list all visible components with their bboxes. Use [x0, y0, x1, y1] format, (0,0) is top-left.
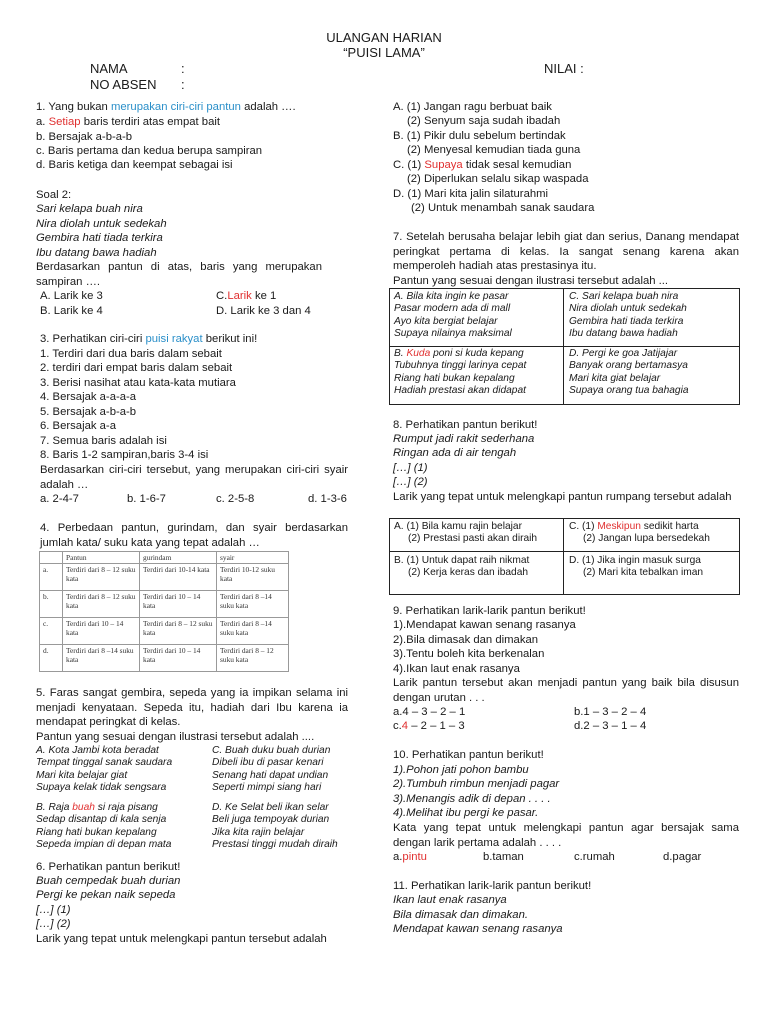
- q6-option-a2: (2) Senyum saja sudah ibadah: [407, 115, 561, 127]
- q4-cell: Terdiri dari 8 –14 suku kata: [63, 645, 140, 672]
- q8-option-d: [565, 554, 707, 581]
- q5-c-line: Seperti mimpi siang hari: [212, 782, 322, 794]
- q7-d-line: Banyak orang bertamasya: [569, 360, 688, 372]
- q2-option-a: A. Larik ke 3: [40, 290, 103, 302]
- q5-option-d: [208, 801, 342, 853]
- q3-item: 4. Bersajak a-a-a-a: [40, 391, 137, 403]
- q2-line: Sari kelapa buah nira: [36, 203, 143, 215]
- q6-option-d2: (2) Untuk menambah sanak saudara: [411, 202, 595, 214]
- q3-question: Berdasarkan ciri-ciri tersebut, yang merupakan ciri-ciri syair adalah …: [40, 464, 348, 491]
- q6-option-b2: (2) Menyesal kemudian tiada guna: [407, 144, 581, 156]
- q4-cell: a.: [40, 564, 63, 591]
- question-7: 7. Setelah berusaha belajar lebih giat dan serius, Danang mendapat peringkat pertama di kelas. Ia sangat senang karena akan memperoleh hadiah atas prestasinya itu.: [393, 231, 739, 273]
- q6-line: […] (2): [36, 918, 71, 930]
- q8-a-line2: (2) Prestasi pasti akan diraih: [408, 533, 538, 545]
- q5-d-line: Beli juga tempoyak durian: [212, 814, 330, 826]
- q6-c1-highlight: Supaya: [424, 159, 463, 171]
- q2-option-d: D. Larik ke 3 dan 4: [216, 305, 311, 317]
- q8-question: Larik yang tepat untuk melengkapi pantun rumpang tersebut adalah: [393, 491, 732, 503]
- q2-option-c: [216, 289, 276, 304]
- q9-c-pre: c.: [393, 720, 402, 732]
- q3-suffix: berikut ini!: [202, 333, 258, 345]
- table-row: [40, 645, 289, 672]
- q10-option-a: [393, 850, 427, 865]
- q7-option-a: [390, 290, 516, 342]
- q7-b-pre: B.: [394, 348, 407, 359]
- q5-c-line: C. Buah duku buah durian: [212, 745, 331, 756]
- q2-question: Berdasarkan pantun di atas, baris yang merupakan sampiran ….: [36, 261, 322, 288]
- q1-a-highlight: Setiap: [48, 116, 81, 128]
- q8-c-pre: C. (1): [569, 521, 598, 532]
- q8-line: […] (2): [393, 476, 428, 488]
- q8-line: […] (1): [393, 462, 428, 474]
- q1-a-rest: baris terdiri atas empat bait: [80, 116, 221, 128]
- page-subtitle: “PUISI LAMA”: [343, 45, 425, 60]
- q7-b-highlight: Kuda: [406, 348, 431, 359]
- q3-item: 6. Bersajak a-a: [40, 420, 116, 432]
- q8-option-c: [565, 520, 714, 547]
- q10-option-d: d.pagar: [663, 851, 702, 863]
- q6-option-d1: D. (1) Mari kita jalin silaturahmi: [393, 188, 549, 200]
- q9-item: 3).Tentu boleh kita berkenalan: [393, 648, 545, 660]
- q9-option-c: [393, 719, 465, 734]
- q4-header-cell: syair: [217, 552, 289, 564]
- q7-b-line: [394, 348, 526, 360]
- q6-c1-pre: C. (1): [393, 159, 425, 171]
- q11-line: Mendapat kawan senang rasanya: [393, 923, 563, 935]
- absen-colon: :: [181, 77, 185, 92]
- q1-highlight: merupakan ciri-ciri pantun: [110, 101, 241, 113]
- q1-option-d: d. Baris ketiga dan keempat sebagai isi: [36, 159, 233, 171]
- question-9: 9. Perhatikan larik-larik pantun berikut!: [393, 605, 586, 617]
- question-4: 4. Perbedaan pantun, gurindam, dan syair berdasarkan jumlah kata/ suku kata yang tepat adalah …: [40, 522, 348, 549]
- q9-option-d: d.2 – 3 – 1 – 4: [574, 720, 647, 732]
- q8-options-grid: [389, 518, 740, 595]
- question-3: [40, 332, 257, 347]
- q5-d-line: D. Ke Selat beli ikan selar: [212, 802, 329, 813]
- q5-d-line: Jika kita rajin belajar: [212, 826, 305, 838]
- q4-cell: b.: [40, 591, 63, 618]
- q7-a-line: Supaya nilainya maksimal: [394, 328, 512, 340]
- q9-question: Larik pantun tersebut akan menjadi pantun yang baik bila disusun dengan urutan . . .: [393, 677, 739, 704]
- q6-option-c2: (2) Diperlukan selalu sikap waspada: [407, 173, 589, 185]
- q4-cell: Terdiri dari 10-14 kata: [140, 564, 217, 591]
- q1-suffix: adalah ….: [240, 101, 296, 113]
- q3-option-d: d. 1-3-6: [308, 493, 347, 505]
- grid-divider: [563, 519, 564, 594]
- q4-cell: Terdiri dari 8 –14 suku kata: [217, 618, 289, 645]
- question-6: 6. Perhatikan pantun berikut!: [36, 861, 181, 873]
- q5-a-line: Tempat tinggal sanak saudara: [36, 757, 173, 769]
- q8-c-highlight: Meskipun: [597, 521, 641, 532]
- question-10: 10. Perhatikan pantun berikut!: [393, 749, 544, 761]
- q3-item: 5. Bersajak a-b-a-b: [40, 406, 137, 418]
- q7-c-line: C. Sari kelapa buah nira: [569, 291, 679, 302]
- q4-table-header: [40, 552, 289, 564]
- q3-option-a: a. 2-4-7: [40, 493, 79, 505]
- q2-line: Ibu datang bawa hadiah: [36, 247, 157, 259]
- q4-cell: d.: [40, 645, 63, 672]
- q9-option-b: b.1 – 3 – 2 – 4: [574, 706, 647, 718]
- q10-item: 3).Menangis adik di depan . . . .: [393, 793, 551, 805]
- q6-c1-rest: tidak sesal kemudian: [462, 159, 572, 171]
- q6-line: Pergi ke pekan naik sepeda: [36, 889, 176, 901]
- q8-c-rest: sedikit harta: [640, 521, 699, 532]
- question-11: 11. Perhatikan larik-larik pantun berikut!: [393, 880, 592, 892]
- q9-item: 2).Bila dimasak dan dimakan: [393, 634, 539, 646]
- q5-b-rest: si raja pisang: [94, 802, 158, 813]
- q5-b-line: Riang hati bukan kepalang: [36, 826, 157, 838]
- q7-c-line: Ibu datang bawa hadiah: [569, 328, 678, 340]
- q3-item: 8. Baris 1-2 sampiran,baris 3-4 isi: [40, 449, 209, 461]
- q5-question: Pantun yang sesuai dengan ilustrasi tersebut adalah ....: [36, 731, 315, 743]
- q9-item: 4).Ikan laut enak rasanya: [393, 663, 520, 675]
- q7-option-d: [565, 347, 693, 399]
- q5-b-line: [36, 802, 171, 814]
- q4-cell: Terdiri dari 8 – 12 suku kata: [63, 564, 140, 591]
- q7-option-b: [390, 347, 530, 399]
- q3-prefix: 3. Perhatikan ciri-ciri: [40, 333, 146, 345]
- q10-a-pre: a.: [393, 851, 403, 863]
- q10-option-b: b.taman: [483, 851, 524, 863]
- q7-a-line: Pasar modern ada di mall: [394, 303, 511, 315]
- q10-item: 4).Melihat ibu pergi ke pasar.: [393, 807, 539, 819]
- q3-item: 3. Berisi nasihat atau kata-kata mutiara: [40, 377, 236, 389]
- q7-b-rest: poni si kuda kepang: [430, 348, 524, 359]
- q7-b-line: Hadiah prestasi akan didapat: [394, 385, 526, 397]
- q5-b-highlight: buah: [72, 802, 95, 813]
- q4-header-cell: Pantun: [63, 552, 140, 564]
- q7-c-line: Nira diolah untuk sedekah: [569, 303, 687, 315]
- q1-option-c: c. Baris pertama dan kedua berupa sampiran: [36, 145, 263, 157]
- q5-a-line: Supaya kelak tidak sengsara: [36, 782, 167, 794]
- name-colon: :: [181, 61, 185, 76]
- q1-a-pre: a.: [36, 116, 49, 128]
- q3-highlight: puisi rakyat: [145, 333, 203, 345]
- table-row: [40, 618, 289, 645]
- q7-b-line: Riang hati bukan kepalang: [394, 372, 515, 384]
- q4-cell: Terdiri dari 8 – 12 suku kata: [63, 591, 140, 618]
- q5-option-a: [32, 744, 176, 796]
- table-row: [40, 591, 289, 618]
- score-label: NILAI :: [544, 61, 584, 76]
- q6-option-a1: A. (1) Jangan ragu berbuat baik: [393, 101, 552, 113]
- page-title: ULANGAN HARIAN: [326, 30, 442, 45]
- q8-line: Ringan ada di air tengah: [393, 447, 517, 459]
- q7-a-line: Ayo kita bergiat belajar: [394, 315, 498, 327]
- question-1: [36, 100, 296, 115]
- q9-c-rest: – 2 – 1 – 3: [408, 720, 465, 732]
- q7-d-line: D. Pergi ke goa Jatijajar: [569, 348, 678, 359]
- q8-d-line1: D. (1) Jika ingin masuk surga: [569, 555, 701, 566]
- q10-a-highlight: pintu: [402, 851, 427, 863]
- q2-option-b: B. Larik ke 4: [40, 305, 103, 317]
- q5-c-line: Dibeli ibu di pasar kenari: [212, 757, 324, 769]
- q8-a-line1: A. (1) Bila kamu rajin belajar: [394, 521, 522, 532]
- q6-question: Larik yang tepat untuk melengkapi pantun tersebut adalah: [36, 933, 327, 945]
- q2-label: Soal 2:: [36, 189, 72, 201]
- q8-b-line1: B. (1) Untuk dapat raih nikmat: [394, 555, 530, 566]
- q9-item: 1).Mendapat kawan senang rasanya: [393, 619, 576, 631]
- q3-item: 7. Semua baris adalah isi: [40, 435, 167, 447]
- q7-a-line: A. Bila kita ingin ke pasar: [394, 291, 509, 302]
- q2-line: Gembira hati tiada terkira: [36, 232, 163, 244]
- q6-line: […] (1): [36, 904, 71, 916]
- q5-a-line: Mari kita belajar giat: [36, 769, 128, 781]
- table-row: [40, 564, 289, 591]
- q8-option-b: [390, 554, 533, 581]
- q3-item: 1. Terdiri dari dua baris dalam sebait: [40, 348, 222, 360]
- q5-b-pre: B. Raja: [36, 802, 73, 813]
- q8-line: Rumput jadi rakit sederhana: [393, 433, 535, 445]
- q5-b-line: Sepeda impian di depan mata: [36, 839, 172, 851]
- q11-line: Ikan laut enak rasanya: [393, 894, 507, 906]
- q4-cell: Terdiri dari 8 –14 suku kata: [217, 591, 289, 618]
- q1-prefix: 1. Yang bukan: [36, 101, 111, 113]
- q5-c-line: Senang hati dapat undian: [212, 769, 329, 781]
- q3-option-b: b. 1-6-7: [127, 493, 166, 505]
- q11-line: Bila dimasak dan dimakan.: [393, 909, 529, 921]
- q7-d-line: Supaya orang tua bahagia: [569, 385, 689, 397]
- q2-c-rest: ke 1: [251, 290, 277, 302]
- q7-question: Pantun yang sesuai dengan ilustrasi tersebut adalah ...: [393, 275, 669, 287]
- q9-option-a: a.4 – 3 – 2 – 1: [393, 706, 466, 718]
- q8-c-line2: (2) Jangan lupa bersedekah: [583, 533, 710, 545]
- q8-b-line2: (2) Kerja keras dan ibadah: [408, 567, 529, 579]
- q7-option-c: [565, 290, 691, 342]
- q3-item: 2. terdiri dari empat baris dalam sebait: [40, 362, 233, 374]
- q4-header-cell: [40, 552, 63, 564]
- q7-c-line: Gembira hati tiada terkira: [569, 315, 684, 327]
- q7-b-line: Tubuhnya tinggi larinya cepat: [394, 360, 527, 372]
- q5-option-c: [208, 744, 334, 796]
- q1-option-b: b. Bersajak a-b-a-b: [36, 131, 133, 143]
- q9-c-highlight: 4: [401, 720, 409, 732]
- q4-cell: Terdiri dari 8 – 12 suku kata: [140, 618, 217, 645]
- q4-comparison-table: [39, 551, 289, 672]
- q1-option-a: [36, 115, 220, 130]
- q4-cell: Terdiri dari 10 – 14 kata: [63, 618, 140, 645]
- q4-cell: c.: [40, 618, 63, 645]
- q10-item: 1).Pohon jati pohon bambu: [393, 764, 529, 776]
- grid-divider: [390, 551, 739, 552]
- q10-question: Kata yang tepat untuk melengkapi pantun agar bersajak sama dengan larik pertama adalah . . . .: [393, 822, 739, 849]
- question-8: 8. Perhatikan pantun berikut!: [393, 419, 538, 431]
- q6-line: Buah cempedak buah durian: [36, 875, 181, 887]
- q7-d-line: Mari kita giat belajar: [569, 372, 661, 384]
- name-label: NAMA: [90, 61, 128, 76]
- q8-option-a: [390, 520, 541, 547]
- q3-option-c: c. 2-5-8: [216, 493, 255, 505]
- q2-line: Nira diolah untuk sedekah: [36, 218, 167, 230]
- q4-header-cell: gurindam: [140, 552, 217, 564]
- q4-cell: Terdiri dari 10 – 14 kata: [140, 645, 217, 672]
- q7-options-grid: [389, 288, 740, 405]
- q5-a-line: A. Kota Jambi kota beradat: [36, 745, 159, 756]
- q6-option-b1: B. (1) Pikir dulu sebelum bertindak: [393, 130, 566, 142]
- q10-item: 2).Tumbuh rimbun menjadi pagar: [393, 778, 560, 790]
- q8-d-line2: (2) Mari kita tebalkan iman: [583, 567, 704, 579]
- q4-cell: Terdiri 10-12 suku kata: [217, 564, 289, 591]
- q4-cell: Terdiri dari 8 – 12 suku kata: [217, 645, 289, 672]
- q5-option-b: [32, 801, 175, 853]
- absen-label: NO ABSEN: [90, 77, 157, 92]
- q2-c-highlight: Larik: [227, 290, 252, 302]
- q5-b-line: Sedap disantap di kala senja: [36, 814, 167, 826]
- q6-option-c1: [393, 158, 571, 173]
- q4-cell: Terdiri dari 10 – 14 kata: [140, 591, 217, 618]
- q2-c-pre: C.: [216, 290, 228, 302]
- q8-c-line1: [569, 521, 710, 533]
- q5-d-line: Prestasi tinggi mudah diraih: [212, 839, 338, 851]
- question-5: 5. Faras sangat gembira, sepeda yang ia impikan selama ini menjadi kenyataan. Sepeda itu, hadiah dari Ibu karena ia mendapat peringkat di kelas.: [36, 687, 348, 729]
- q10-option-c: c.rumah: [574, 851, 615, 863]
